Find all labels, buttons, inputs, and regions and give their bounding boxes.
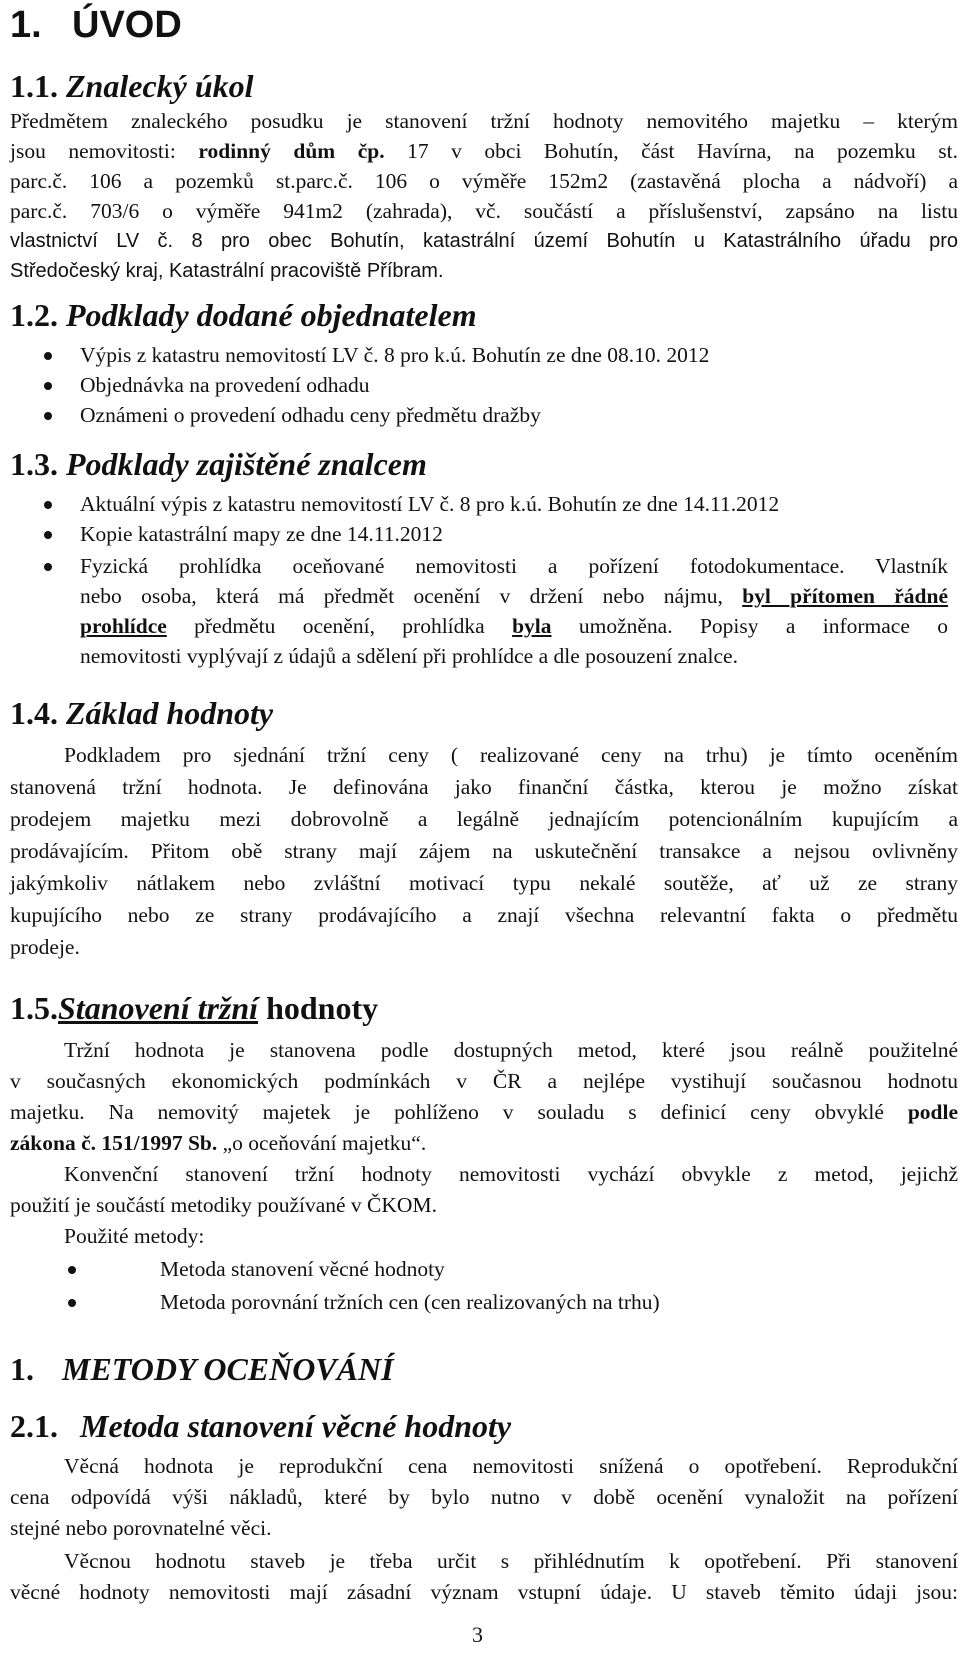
text-run: nebo osoba, která má předmět ocenění v držení nebo nájmu, [80, 584, 743, 608]
list-item-continuation [80, 581, 948, 611]
chapter-number: 1. [10, 1351, 34, 1387]
bold-text: rodinný dům čp. [198, 139, 385, 163]
paragraph-line: prodávajícím. Přitom obě strany mají zájem na uskutečnění transakce a nejsou ovlivněny [10, 839, 958, 863]
list-item-text: Metoda porovnání tržních cen (cen realizovaných na trhu) [160, 1290, 660, 1314]
section-title: Podklady dodané objednatelem [66, 297, 477, 333]
text-run: jsou nemovitosti: [10, 139, 199, 163]
paragraph-line [10, 136, 958, 166]
list-item-text: Výpis z katastru nemovitostí LV č. 8 pro k.ú. Bohutín ze dne 08.10. 2012 [80, 343, 710, 367]
list-item-text: Metoda stanovení věcné hodnoty [160, 1257, 445, 1281]
paragraph-line: parc.č. 703/6 o výměře 941m2 (zahrada), vč. součástí a příslušenství, zapsáno na listu [10, 199, 958, 223]
section-title: Znalecký úkol [66, 68, 254, 104]
chapter-title: ÚVOD [72, 4, 182, 46]
paragraph-line: Podkladem pro sjednání tržní ceny ( realizované ceny na trhu) je tímto oceněním [64, 743, 958, 767]
section-title: Základ hodnoty [66, 695, 274, 731]
chapter-title: METODY OCEŇOVÁNÍ [62, 1351, 394, 1387]
paragraph-line: Předmětem znaleckého posudku je stanovení tržní hodnoty nemovitého majetku – kterým [10, 109, 958, 133]
section-number: 1.1. [10, 68, 58, 104]
bold-underlined-text: prohlídce [80, 614, 167, 638]
section-number: 1.4. [10, 695, 58, 731]
section-number: 1.5. [10, 990, 58, 1026]
bullet-icon [44, 382, 52, 390]
bold-underlined-text: byla [512, 614, 552, 638]
paragraph-line: Použité metody: [64, 1224, 205, 1248]
paragraph-line: prodeje. [10, 935, 80, 959]
list-item-text: Objednávka na provedení odhadu [80, 373, 370, 397]
bullet-icon [44, 412, 52, 420]
section-number: 2.1. [10, 1408, 58, 1444]
section-heading-1-2 [10, 297, 477, 334]
chapter-heading [10, 1351, 394, 1388]
bold-text: zákona č. 151/1997 Sb. [10, 1131, 218, 1155]
paragraph-line: stanovená tržní hodnota. Je definována jako finanční částka, kterou je možno získat [10, 775, 958, 799]
paragraph-line [10, 1097, 958, 1127]
section-title: Metoda stanovení věcné hodnoty [80, 1408, 512, 1444]
section-title: Podklady zajištěné znalcem [66, 446, 427, 482]
paragraph-line: cena odpovídá výši nákladů, které by bylo nutno v době ocenění vynaložit na pořízení [10, 1485, 958, 1509]
paragraph-line: prodejem majetku mezi dobrovolně a legálně jednajícím potencionálním kupujícím a [10, 807, 958, 831]
list-item-text: Oznámeni o provedení odhadu ceny předmětu dražby [80, 403, 541, 427]
text-run: umožněna. Popisy a informace o [551, 614, 948, 638]
bullet-icon [44, 563, 52, 571]
chapter-heading [10, 4, 182, 47]
bullet-icon [44, 501, 52, 509]
paragraph-line: parc.č. 106 a pozemků st.parc.č. 106 o výměře 152m2 (zastavěná plocha a nádvoří) a [10, 169, 958, 193]
text-run: „o oceňování majetku“. [217, 1131, 427, 1155]
paragraph-line: Tržní hodnota je stanovena podle dostupných metod, které jsou reálně použitelné [64, 1038, 958, 1062]
list-item-continuation: nemovitosti vyplývají z údajů a sdělení při prohlídce a dle posouzení znalce. [80, 644, 738, 668]
paragraph-line: Středočeský kraj, Katastrální pracoviště Příbram. [10, 260, 444, 282]
text-run: předmětu ocenění, prohlídka [166, 614, 513, 638]
bold-text: podle [907, 1100, 958, 1124]
bullet-icon [44, 531, 52, 539]
list-item-continuation [80, 611, 948, 641]
paragraph-line: jakýmkoliv nátlakem nebo zvláštní motivací typu nekalé soutěže, ať už ze strany [10, 871, 958, 895]
bullet-icon [68, 1266, 76, 1274]
section-heading-1-4 [10, 695, 273, 732]
list-item-text: Fyzická prohlídka oceňované nemovitosti a pořízení fotodokumentace. Vlastník [80, 554, 948, 578]
paragraph-line [10, 1128, 426, 1158]
list-item-text: Aktuální výpis z katastru nemovitostí LV č. 8 pro k.ú. Bohutín ze dne 14.11.2012 [80, 492, 780, 516]
section-heading-2-1 [10, 1408, 511, 1445]
section-heading-1-3 [10, 446, 427, 483]
bold-underlined-text: byl přítomen řádné [742, 584, 948, 608]
section-title-italic: Stanovení tržní [58, 990, 259, 1026]
bullet-icon [44, 352, 52, 360]
section-number: 1.3. [10, 446, 58, 482]
page-number: 3 [472, 1622, 483, 1647]
text-run: 17 v obci Bohutín, část Havírna, na pozemku st. [384, 139, 959, 163]
section-heading-1-1 [10, 68, 254, 105]
section-number: 1.2. [10, 297, 58, 333]
paragraph-line: Konvenční stanovení tržní hodnoty nemovitosti vychází obvykle z metod, jejichž [64, 1162, 958, 1186]
paragraph-line: stejné nebo porovnatelné věci. [10, 1516, 272, 1540]
section-title-rest: hodnoty [258, 990, 379, 1026]
chapter-number: 1. [10, 4, 42, 46]
paragraph-line: věcné hodnoty nemovitosti mají zásadní význam vstupní údaje. U staveb těmito údaji jsou: [10, 1580, 958, 1604]
paragraph-line: Věcnou hodnotu staveb je třeba určit s přihlédnutím k opotřebení. Při stanovení [64, 1549, 958, 1573]
bullet-icon [68, 1299, 76, 1307]
paragraph-line: vlastnictví LV č. 8 pro obec Bohutín, katastrální území Bohutín u Katastrálního úřadu pro [10, 230, 958, 252]
text-run: majetku. Na nemovitý majetek je pohlíženo v souladu s definicí ceny obvyklé [10, 1100, 908, 1124]
paragraph-line: Věcná hodnota je reprodukční cena nemovitosti snížená o opotřebení. Reprodukční [64, 1454, 958, 1478]
paragraph-line: v současných ekonomických podmínkách v ČR a nejlépe vystihují současnou hodnotu [10, 1069, 958, 1093]
paragraph-line: použití je součástí metodiky používané v ČKOM. [10, 1193, 437, 1217]
list-item-text: Kopie katastrální mapy ze dne 14.11.2012 [80, 522, 443, 546]
paragraph-line: kupujícího nebo ze strany prodávajícího a znají všechna relevantní fakta o předmětu [10, 903, 958, 927]
section-heading-1-5 [10, 990, 378, 1027]
